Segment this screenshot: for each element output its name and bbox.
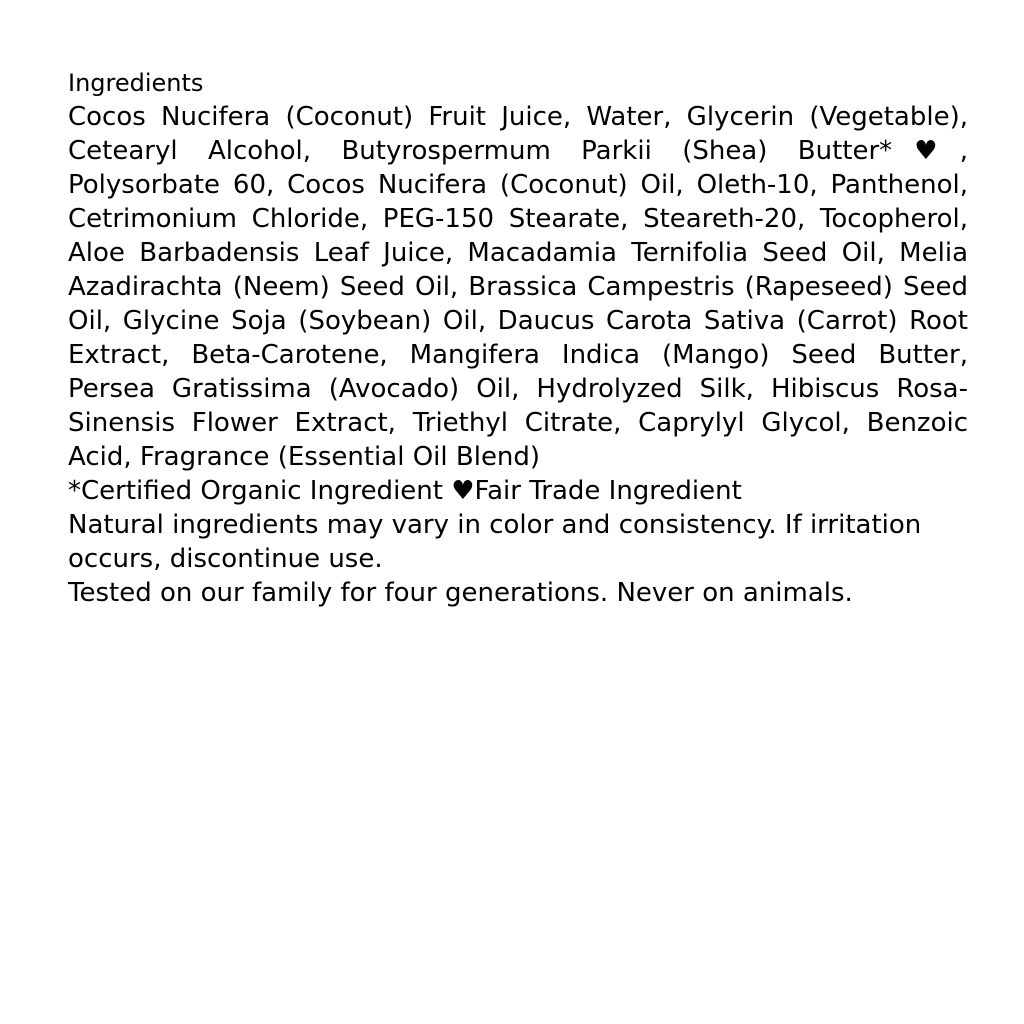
ingredients-label: [68, 66, 968, 610]
ingredients-list: Cocos Nucifera (Coconut) Fruit Juice, Water, Glycerin (Vegetable), Cetearyl Alcohol, Butyrospermum Parkii (Shea) Butter*♥, Polysorbate 60, Cocos Nucifera (Coconut) Oil, Oleth-10, Panthenol, Cetrimonium Chloride, PEG-150 Stearate, Steareth-20, Tocopherol, Aloe Barbadensis Leaf Juice, Macadamia Ternifolia Seed Oil, Melia Azadirachta (Neem) Seed Oil, Brassica Campestris (Rapeseed) Seed Oil, Glycine Soja (Soybean) Oil, Daucus Carota Sativa (Carrot) Root Extract, Beta-Carotene, Mangifera Indica (Mango) Seed Butter, Persea Gratissima (Avocado) Oil, Hydrolyzed Silk, Hibiscus Rosa-Sinensis Flower Extract, Triethyl Citrate, Caprylyl Glycol, Benzoic Acid, Fragrance (Essential Oil Blend): [68, 102, 968, 472]
caution-note: Natural ingredients may vary in color and consistency. If irritation occurs, discontinue use.: [68, 510, 922, 574]
certification-footnote: *Certified Organic Ingredient ♥Fair Trade Ingredient: [68, 476, 742, 506]
animal-testing-note: Tested on our family for four generations. Never on animals.: [68, 578, 853, 608]
ingredients-heading: Ingredients: [68, 69, 204, 97]
